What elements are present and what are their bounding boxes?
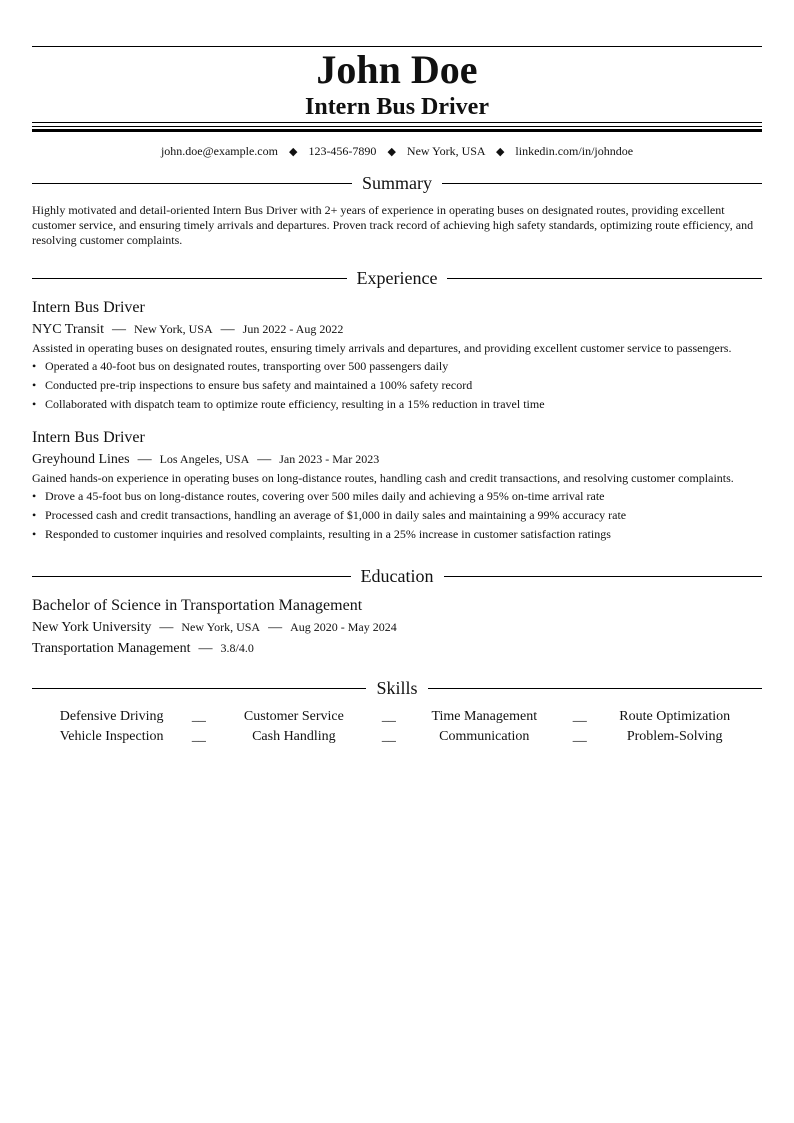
skills-row (32, 727, 762, 747)
education-meta (32, 618, 762, 637)
list-item (32, 526, 762, 542)
bullet-text: Operated a 40-foot bus on designated routes, transporting over 500 passengers daily (45, 359, 449, 373)
diamond-icon: ◆ (288, 146, 298, 158)
skill-separator: __ (572, 729, 587, 744)
education-field-line (32, 639, 762, 658)
list-item (32, 377, 762, 393)
skills-heading (32, 677, 762, 699)
skill-separator: __ (191, 709, 206, 724)
skills-heading-label: Skills (376, 678, 418, 698)
skill-item: Vehicle Inspection (59, 729, 164, 744)
contact-location: New York, USA (406, 144, 485, 158)
skill-item: Communication (439, 729, 530, 744)
bullet-text: Drove a 45-foot bus on long-distance routes, covering over 500 miles daily and achieving a 95% on-time arrival rate (45, 489, 605, 503)
bullet-icon: • (32, 489, 37, 503)
diamond-icon: ◆ (387, 146, 396, 158)
dash-separator: — (137, 452, 152, 467)
list-item (32, 358, 762, 374)
job-meta (32, 450, 762, 469)
skills-row (32, 707, 762, 727)
skill-separator: __ (381, 709, 396, 724)
dash-separator: — (268, 620, 283, 635)
candidate-title: Intern Bus Driver (305, 94, 489, 120)
job-dates: Jun 2022 - Aug 2022 (242, 322, 344, 336)
job-dates: Jan 2023 - Mar 2023 (279, 452, 380, 466)
bullet-text: Responded to customer inquiries and resolved complaints, resulting in a 25% increase in customer satisfaction ratings (45, 527, 611, 541)
job-bullets (32, 358, 762, 412)
job-location: New York, USA (133, 322, 213, 336)
experience-heading-label: Experience (356, 268, 438, 288)
dash-separator: — (220, 322, 235, 337)
education-gpa: 3.8/4.0 (220, 641, 254, 655)
education-degree: Bachelor of Science in Transportation Management (32, 597, 363, 614)
education-entry (32, 596, 762, 658)
dash-separator: — (257, 452, 272, 467)
skill-item: Defensive Driving (59, 709, 164, 724)
job-meta (32, 320, 762, 339)
education-heading-label: Education (360, 566, 434, 586)
list-item (32, 396, 762, 412)
bullet-text: Conducted pre-trip inspections to ensure bus safety and maintained a 100% safety record (45, 378, 473, 392)
header-divider (32, 122, 762, 132)
bullet-icon: • (32, 359, 37, 373)
dash-separator: — (111, 322, 126, 337)
job-description: Assisted in operating buses on designated routes, ensuring timely arrivals and departures, and providing excellent customer service to passengers. (32, 341, 732, 355)
job-title: Intern Bus Driver (32, 299, 145, 316)
experience-heading (32, 267, 762, 289)
summary-text: Highly motivated and detail-oriented Intern Bus Driver with 2+ years of experience in operating buses on designated routes, providing excellent customer service, and ensuring timely arrivals and departures. Proven track record of achieving high safety standards, optimizing route efficiency, and resolving customer complaints. (32, 203, 754, 247)
contact-line (32, 143, 762, 160)
skills-grid (32, 707, 762, 747)
bullet-text: Processed cash and credit transactions, handling an average of $1,000 in daily sales and maintaining a 99% accuracy rate (45, 508, 627, 522)
bullet-icon: • (32, 378, 37, 392)
skill-separator: __ (572, 709, 587, 724)
summary-heading (32, 172, 762, 194)
skill-separator: __ (191, 729, 206, 744)
bullet-icon: • (32, 527, 37, 541)
contact-phone: 123-456-7890 (308, 144, 377, 158)
job-bullets (32, 488, 762, 542)
education-location: New York, USA (181, 620, 261, 634)
job-company: Greyhound Lines (32, 452, 130, 467)
contact-email[interactable]: john.doe@example.com (160, 144, 278, 158)
bullet-icon: • (32, 397, 37, 411)
education-field: Transportation Management (32, 641, 191, 656)
skill-item: Time Management (431, 709, 538, 724)
dash-separator: — (159, 620, 174, 635)
job-entry (32, 428, 762, 545)
skill-item: Customer Service (243, 709, 344, 724)
education-heading (32, 565, 762, 587)
skill-separator: __ (381, 729, 396, 744)
contact-linkedin[interactable]: linkedin.com/in/johndoe (515, 144, 634, 158)
job-title: Intern Bus Driver (32, 429, 145, 446)
bullet-icon: • (32, 508, 37, 522)
summary-heading-label: Summary (362, 173, 432, 193)
job-description: Gained hands-on experience in operating buses on long-distance routes, handling cash and credit transactions, and resolving customer complaints. (32, 471, 734, 485)
education-dates: Aug 2020 - May 2024 (290, 620, 397, 634)
list-item (32, 507, 762, 523)
candidate-name: John Doe (316, 47, 478, 92)
list-item (32, 488, 762, 504)
job-entry (32, 298, 762, 415)
skill-item: Route Optimization (619, 709, 731, 724)
diamond-icon: ◆ (495, 146, 505, 158)
job-location: Los Angeles, USA (159, 452, 250, 466)
skill-item: Cash Handling (252, 729, 336, 744)
dash-separator: — (198, 641, 213, 656)
skill-item: Problem-Solving (626, 729, 723, 744)
education-school: New York University (32, 620, 152, 635)
job-company: NYC Transit (32, 322, 104, 337)
bullet-text: Collaborated with dispatch team to optimize route efficiency, resulting in a 15% reduction in travel time (45, 397, 545, 411)
